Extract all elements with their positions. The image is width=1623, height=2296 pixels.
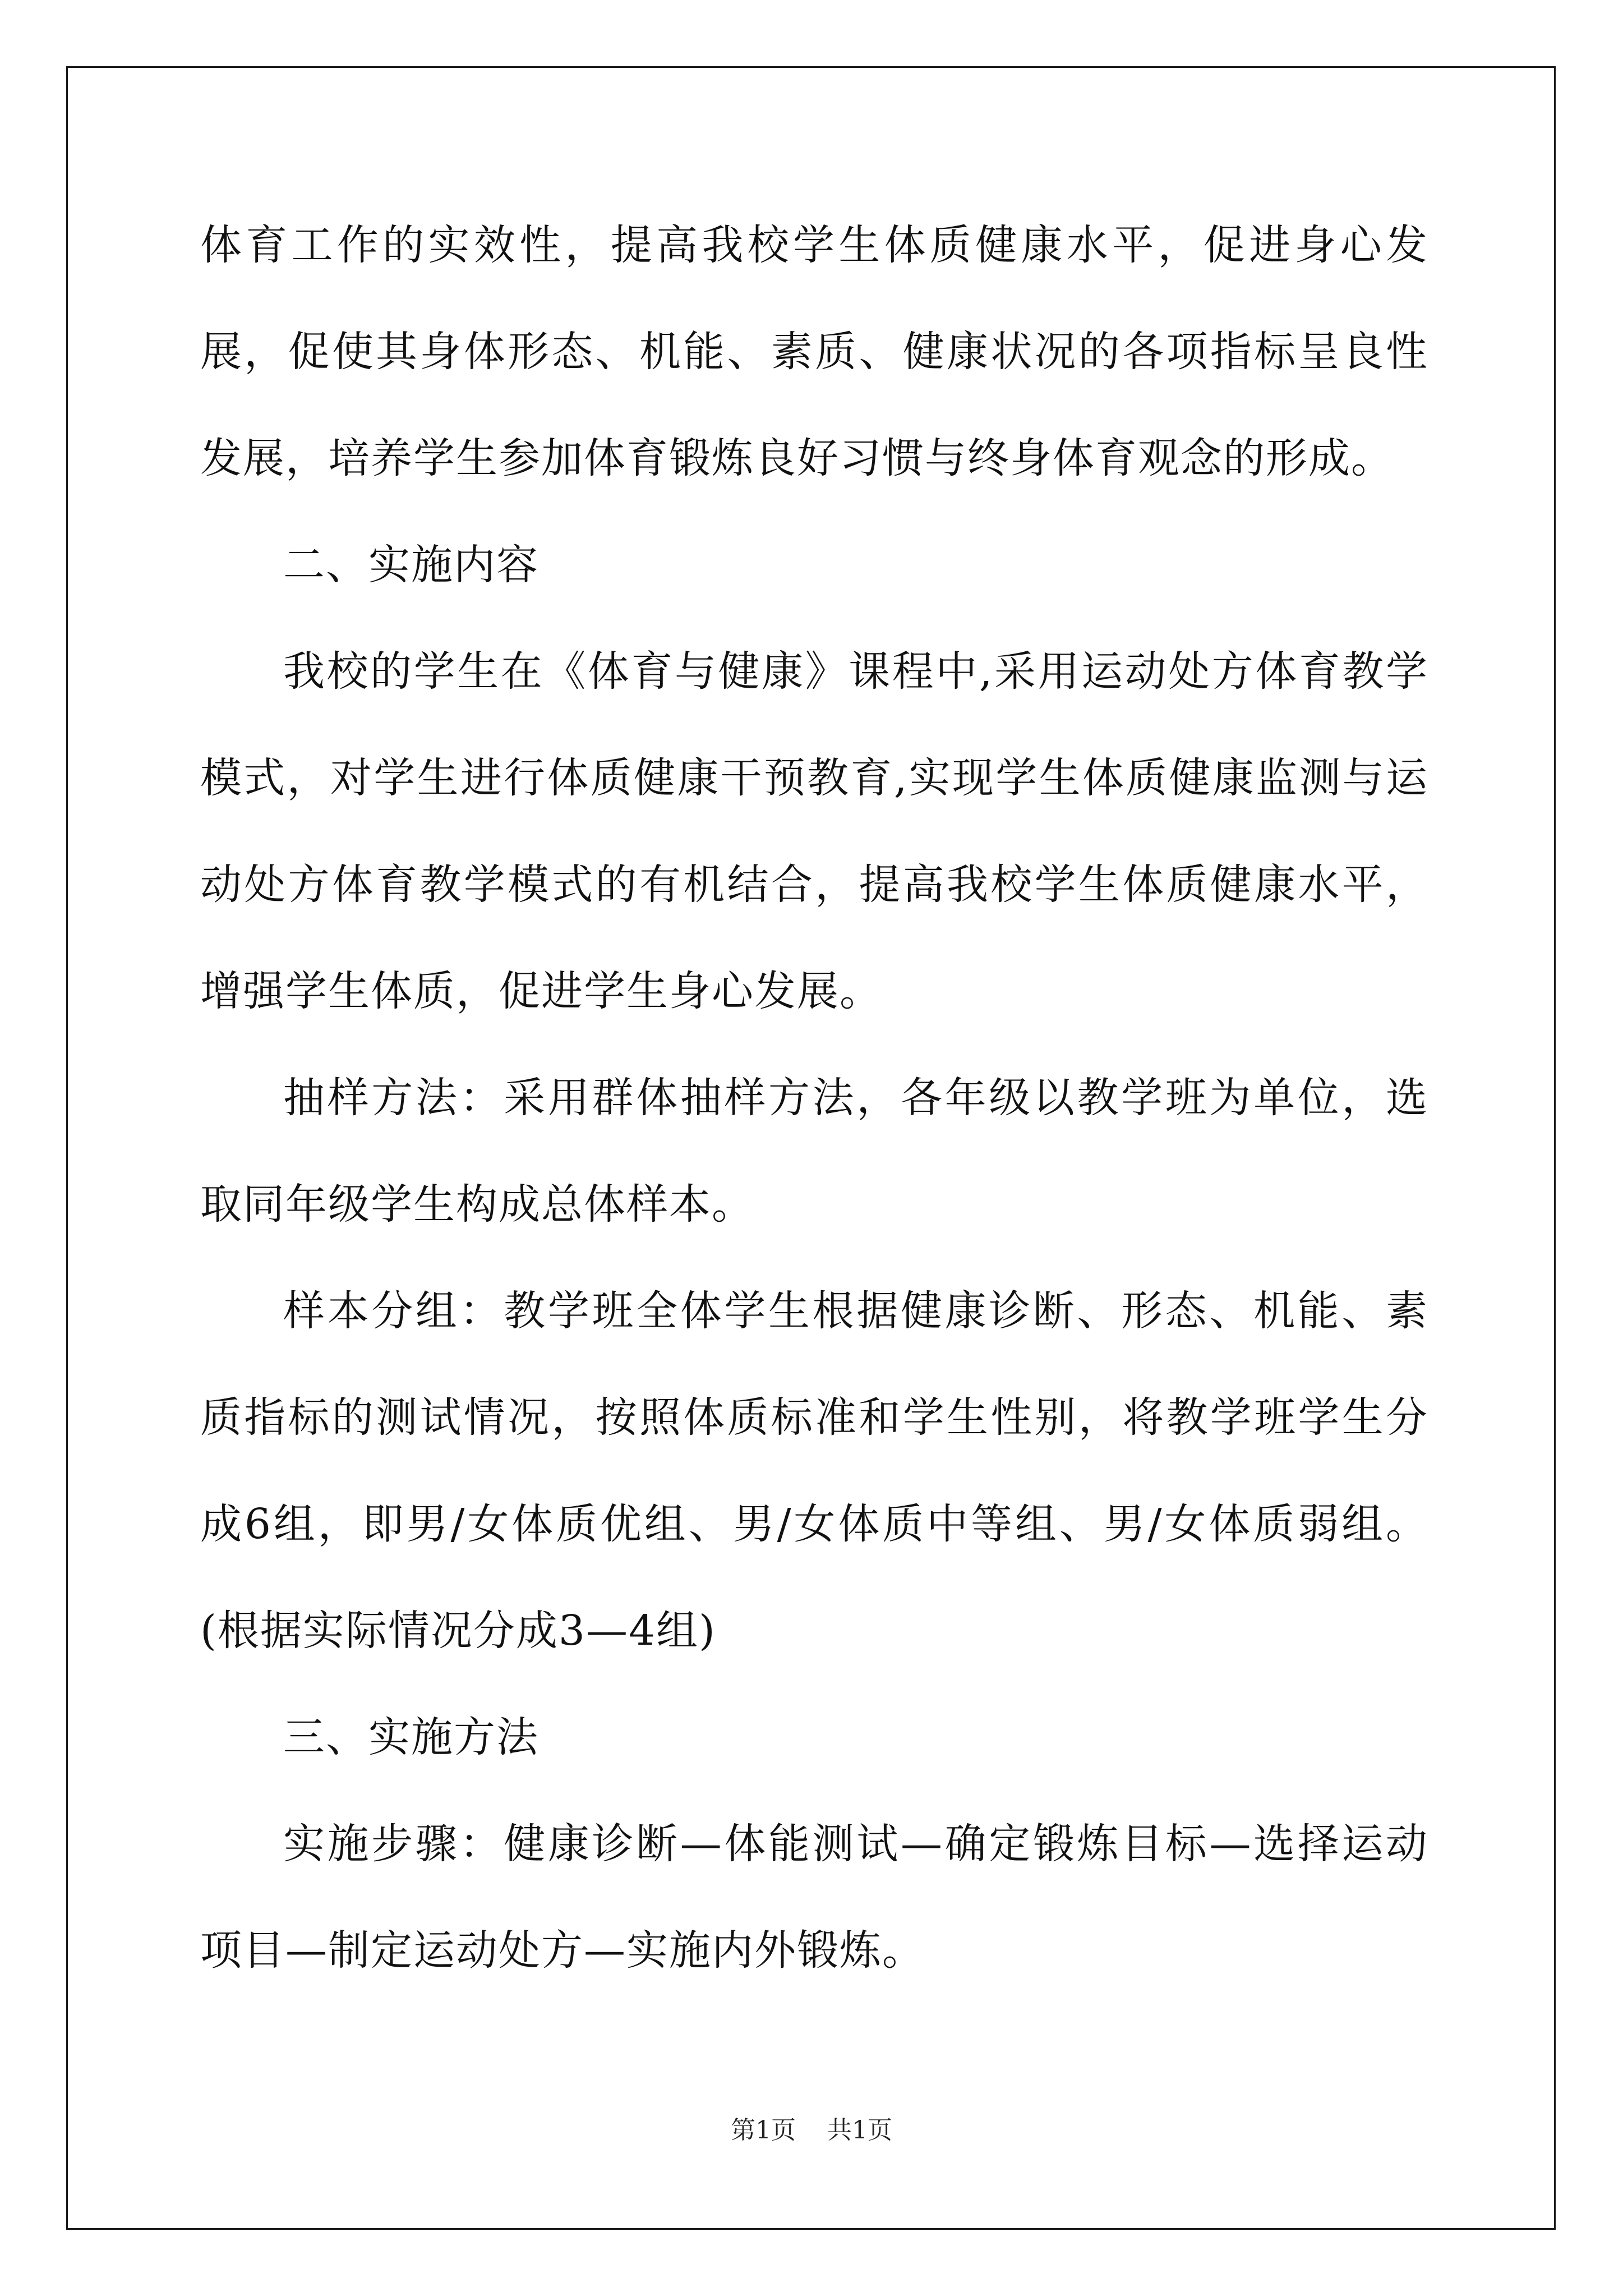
heading-implementation-method: 三、实施方法 xyxy=(283,1713,539,1761)
paragraph-intro-continuation: 体育工作的实效性，提高我校学生体质健康水平，促进身心发展，促使其身体形态、机能、素质、健康状况的各项指标呈良性发展，培养学生参加体育锻炼良好习惯与终身体育观念的形成。 xyxy=(200,221,1428,482)
paragraph-sampling-method: 抽样方法：采用群体抽样方法，各年级以教学班为单位，选取同年级学生构成总体样本。 xyxy=(200,1074,1428,1228)
heading-implementation-content: 二、实施内容 xyxy=(283,541,539,589)
paragraph-implementation-steps: 实施步骤：健康诊断—体能测试—确定锻炼目标—选择运动项目—制定运动处方—实施内外锻炼。 xyxy=(200,1820,1428,1975)
document-body xyxy=(200,192,1428,2004)
page-total: 共1页 xyxy=(827,2116,892,2145)
page-number: 第1页 xyxy=(731,2116,796,2145)
paragraph-course-model: 我校的学生在《体育与健康》课程中,采用运动处方体育教学模式，对学生进行体质健康干预教育,实现学生体质健康监测与运动处方体育教学模式的有机结合，提高我校学生体质健康水平，增强学生体质，促进学生身心发展。 xyxy=(200,647,1428,1015)
paragraph-sample-grouping: 样本分组：教学班全体学生根据健康诊断、形态、机能、素质指标的测试情况，按照体质标准和学生性别，将教学班学生分成6组，即男/女体质优组、男/女体质中等组、男/女体质弱组。(根据实际情况分成3—4组) xyxy=(200,1287,1428,1655)
page-footer xyxy=(0,2114,1623,2147)
